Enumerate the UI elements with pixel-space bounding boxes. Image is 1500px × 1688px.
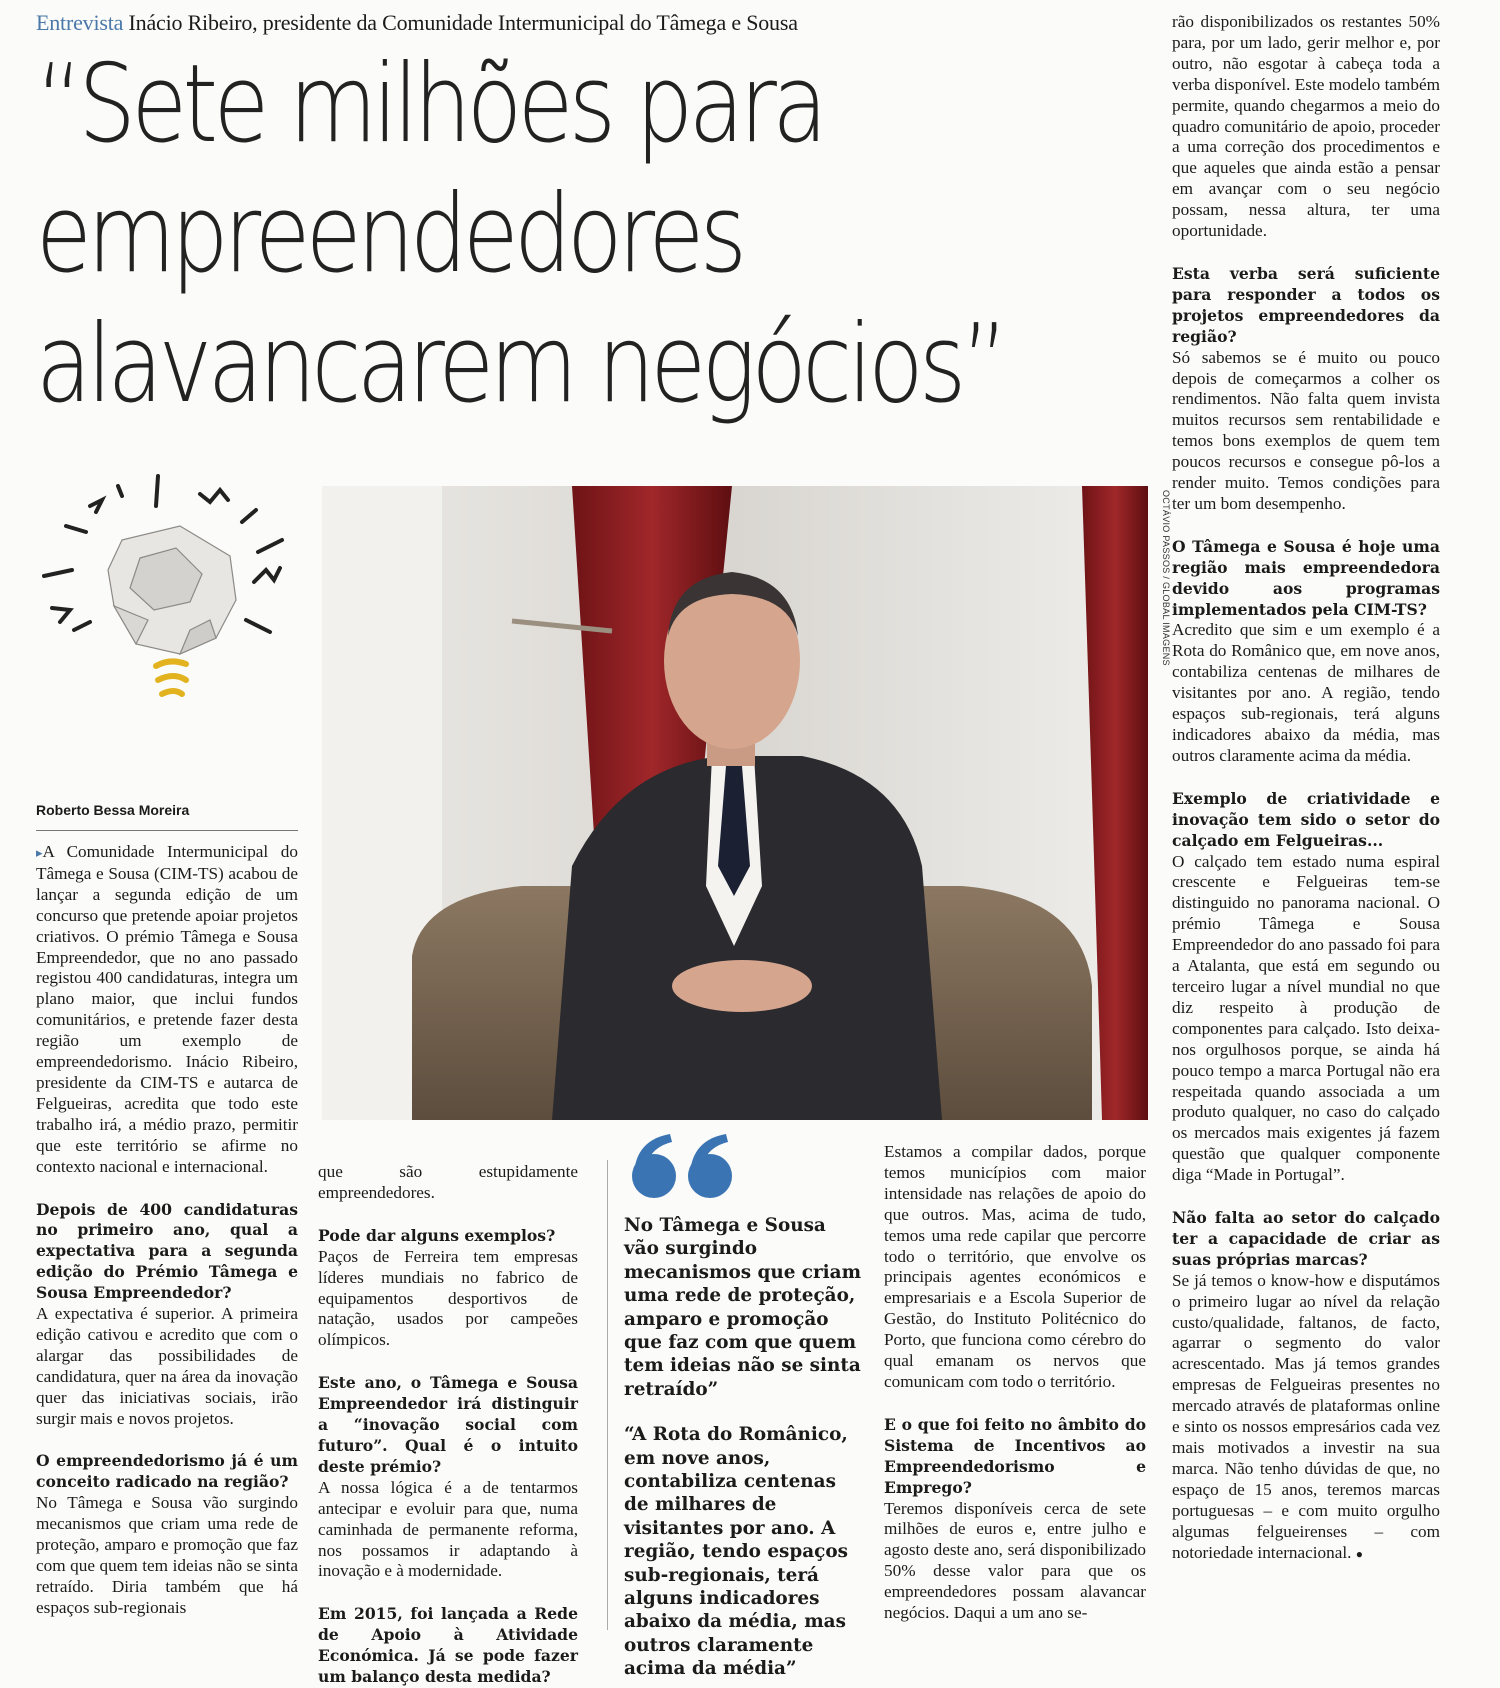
byline: Roberto Bessa Moreira bbox=[36, 802, 190, 818]
answer: A expectativa é superior. A primeira edição cativou e acredito que com o alargar das possibilidades de candidatura, quer na área da inovação quer das iniciativas sociais, irão surgir mais e novos projetos. bbox=[36, 1304, 298, 1428]
question: Não falta ao setor do calçado ter a capacidade de criar as suas próprias marcas? bbox=[1172, 1208, 1440, 1269]
question: O empreendedorismo já é um conceito radicado na região? bbox=[36, 1451, 298, 1492]
question: E o que foi feito no âmbito do Sistema de Incentivos ao Empreendedorismo e Emprego? bbox=[884, 1414, 1146, 1497]
lead-marker-icon: ▸ bbox=[36, 845, 43, 860]
question: Esta verba será suficiente para responder a todos os projetos empreendedores da região? bbox=[1172, 263, 1440, 346]
answer: Acredito que sim e um exemplo é a Rota do Românico que, em nove anos, contabiliza centenas de milhares de visitantes por ano. A região, tendo espaços sub-regionais, terá alguns indicadores abaixo da média, mas outros claramente acima da média. bbox=[1172, 620, 1440, 765]
article-column-4 bbox=[884, 1142, 1146, 1624]
answer: Só sabemos se é muito ou pouco depois de começarmos a colher os rendimentos. Não falta quem invista muitos recursos sem rentabilidade e temos bons exemplos de quem tem poucos recursos e consegue pô-los a render muito. Temos condições para ter um bom desempenho. bbox=[1172, 347, 1440, 513]
lead-paragraph: ▸A Comunidade Intermunicipal do Tâmega e Sousa (CIM-TS) acabou de lançar a segunda edição de um concurso que pretende apoiar projetos criativos. O prémio Tâmega e Sousa Empreendedor, que no ano passado registou 400 candidaturas, integra um plano maior, que inclui fundos comunitários, e pretende fazer desta região um exemplo de empreendedorismo. Inácio Ribeiro, presidente da CIM-TS e autarca de Felgueiras, acredita que todo este trabalho irá, a médio prazo, permitir que este território se afirme no contexto nacional e internacional. bbox=[36, 842, 298, 1176]
headline bbox=[36, 40, 1005, 430]
quote-marks-icon bbox=[624, 1130, 744, 1202]
headline-line-2: empreendedores bbox=[36, 172, 743, 297]
answer: Estamos a compilar dados, porque temos municípios com maior intensidade nas relações de apoio do que outros. Mas, acima de tudo, temos uma rede capilar que percorre todo o território, que envolve os principais agentes económicos e empresariais e a Escola Superior de Gestão, do Instituto Politécnico do Porto, que funciona como cérebro do qual emanam os nervos que comunicam com todo o território. bbox=[884, 1142, 1146, 1391]
lightbulb-doodle-illustration bbox=[30, 470, 320, 760]
pull-quote-1: No Tâmega e Sousa vão surgindo mecanismos que criam uma rede de proteção, amparo e promoção que faz com que quem tem ideias não se sinta retraído” bbox=[624, 1214, 862, 1400]
headline-line-1: “Sete milhões para bbox=[36, 42, 824, 167]
article-column-2 bbox=[318, 1162, 578, 1688]
answer: rão disponibilizados os restantes 50% para, por um lado, gerir melhor e, por outro, não esgotar à cabeça toda a verba disponível. Este modelo também permite, quando chegarmos a meio do quadro comunitário de apoio, proceder a uma correção dos procedimentos e que aqueles que ainda estão a pensar em avançar com o seu negócio possam, nessa altura, ter uma oportunidade. bbox=[1172, 12, 1440, 241]
question: Este ano, o Tâmega e Sousa Empreendedor irá distinguir a “inovação social com futuro”. Qual é o intuito deste prémio? bbox=[318, 1373, 578, 1476]
section-label: Entrevista bbox=[36, 10, 124, 35]
question: Depois de 400 candidaturas no primeiro ano, qual a expectativa para a segunda edição do Prémio Tâmega e Sousa Empreendedor? bbox=[36, 1199, 298, 1303]
interview-photo bbox=[322, 486, 1148, 1120]
question: Exemplo de criatividade e inovação tem sido o setor do calçado em Felgueiras... bbox=[1172, 788, 1440, 850]
question: O Tâmega e Sousa é hoje uma região mais empreendedora devido aos programas implementados pela CIM-TS? bbox=[1172, 536, 1440, 619]
kicker bbox=[36, 10, 798, 36]
question: Pode dar alguns exemplos? bbox=[318, 1225, 556, 1245]
byline-divider bbox=[36, 830, 298, 831]
pull-quote bbox=[624, 1130, 864, 1681]
article-column-5 bbox=[1172, 12, 1440, 1564]
answer: A nossa lógica é a de tentarmos antecipar e evoluir para que, numa caminhada de permanente reforma, nos possamos ir adaptando à inovação e à modernidade. bbox=[318, 1477, 578, 1581]
article-column-1 bbox=[36, 842, 298, 1619]
end-mark-icon: ● bbox=[1355, 1546, 1363, 1561]
kicker-text: Inácio Ribeiro, presidente da Comunidade Intermunicipal do Tâmega e Sousa bbox=[128, 10, 798, 35]
answer: que são estupidamente empreendedores. bbox=[318, 1162, 578, 1202]
headline-line-3: alavancarem negócios” bbox=[36, 302, 1005, 427]
column-divider bbox=[607, 1160, 608, 1630]
answer: Se já temos o know-how e disputámos o primeiro lugar ao nível da relação custo/qualidade, faltanos, de facto, agarrar o segmento do valor acrescentado. Mas já temos grandes empresas de Felgueiras presentes no mercado através de plataformas online e sinto os nossos empresários cada vez mais motivados a investir na sua marca. Não tenho dúvidas de que, no espaço de 15 anos, teremos marcas portuguesas – e com muito orgulho algumas felgueirenses – com notoriedade internacional. ● bbox=[1172, 1270, 1440, 1562]
answer: Teremos disponíveis cerca de sete milhões de euros e, entre julho e agosto deste ano, será disponibilizado 50% desse valor para que os empreendedores possam alavancar negócios. Daqui a um ano se- bbox=[884, 1498, 1146, 1623]
question: Em 2015, foi lançada a Rede de Apoio à Atividade Económica. Já se pode fazer um balanço desta medida? bbox=[318, 1604, 578, 1687]
pull-quote-2: “A Rota do Românico, em nove anos, contabiliza centenas de milhares de visitantes por ano. A região, tendo espaços sub-regionais, terá alguns indicadores abaixo da média, mas outros claramente acima da média” bbox=[624, 1424, 848, 1680]
answer: O calçado tem estado numa espiral crescente e Felgueiras tem-se distinguido no panorama nacional. O prémio Tâmega e Sousa Empreendedor do ano passado foi para a Atalanta, que está em segundo ou terceiro lugar a nível mundial no que diz respeito à produção de componentes para calçado. Isto deixa-nos orgulhosos porque, se ainda há pouco tempo a marca Portugal não era respeitada quando associada a um produto qualquer, no caso do calçado os mercados mais exigentes já fazem questão que qualquer componente diga “Made in Portugal”. bbox=[1172, 851, 1440, 1185]
answer: No Tâmega e Sousa vão surgindo mecanismos que criam uma rede de proteção, amparo e promoção que faz com que quem tem ideias não se sinta retraído. Diria também que há espaços sub-regionais bbox=[36, 1493, 298, 1617]
photo-credit: OCTÁVIO PASSOS / GLOBAL IMAGENS bbox=[1161, 490, 1171, 666]
answer: Paços de Ferreira tem empresas líderes mundiais no fabrico de equipamentos desportivos de natação, usados por campeões olímpicos. bbox=[318, 1246, 578, 1350]
